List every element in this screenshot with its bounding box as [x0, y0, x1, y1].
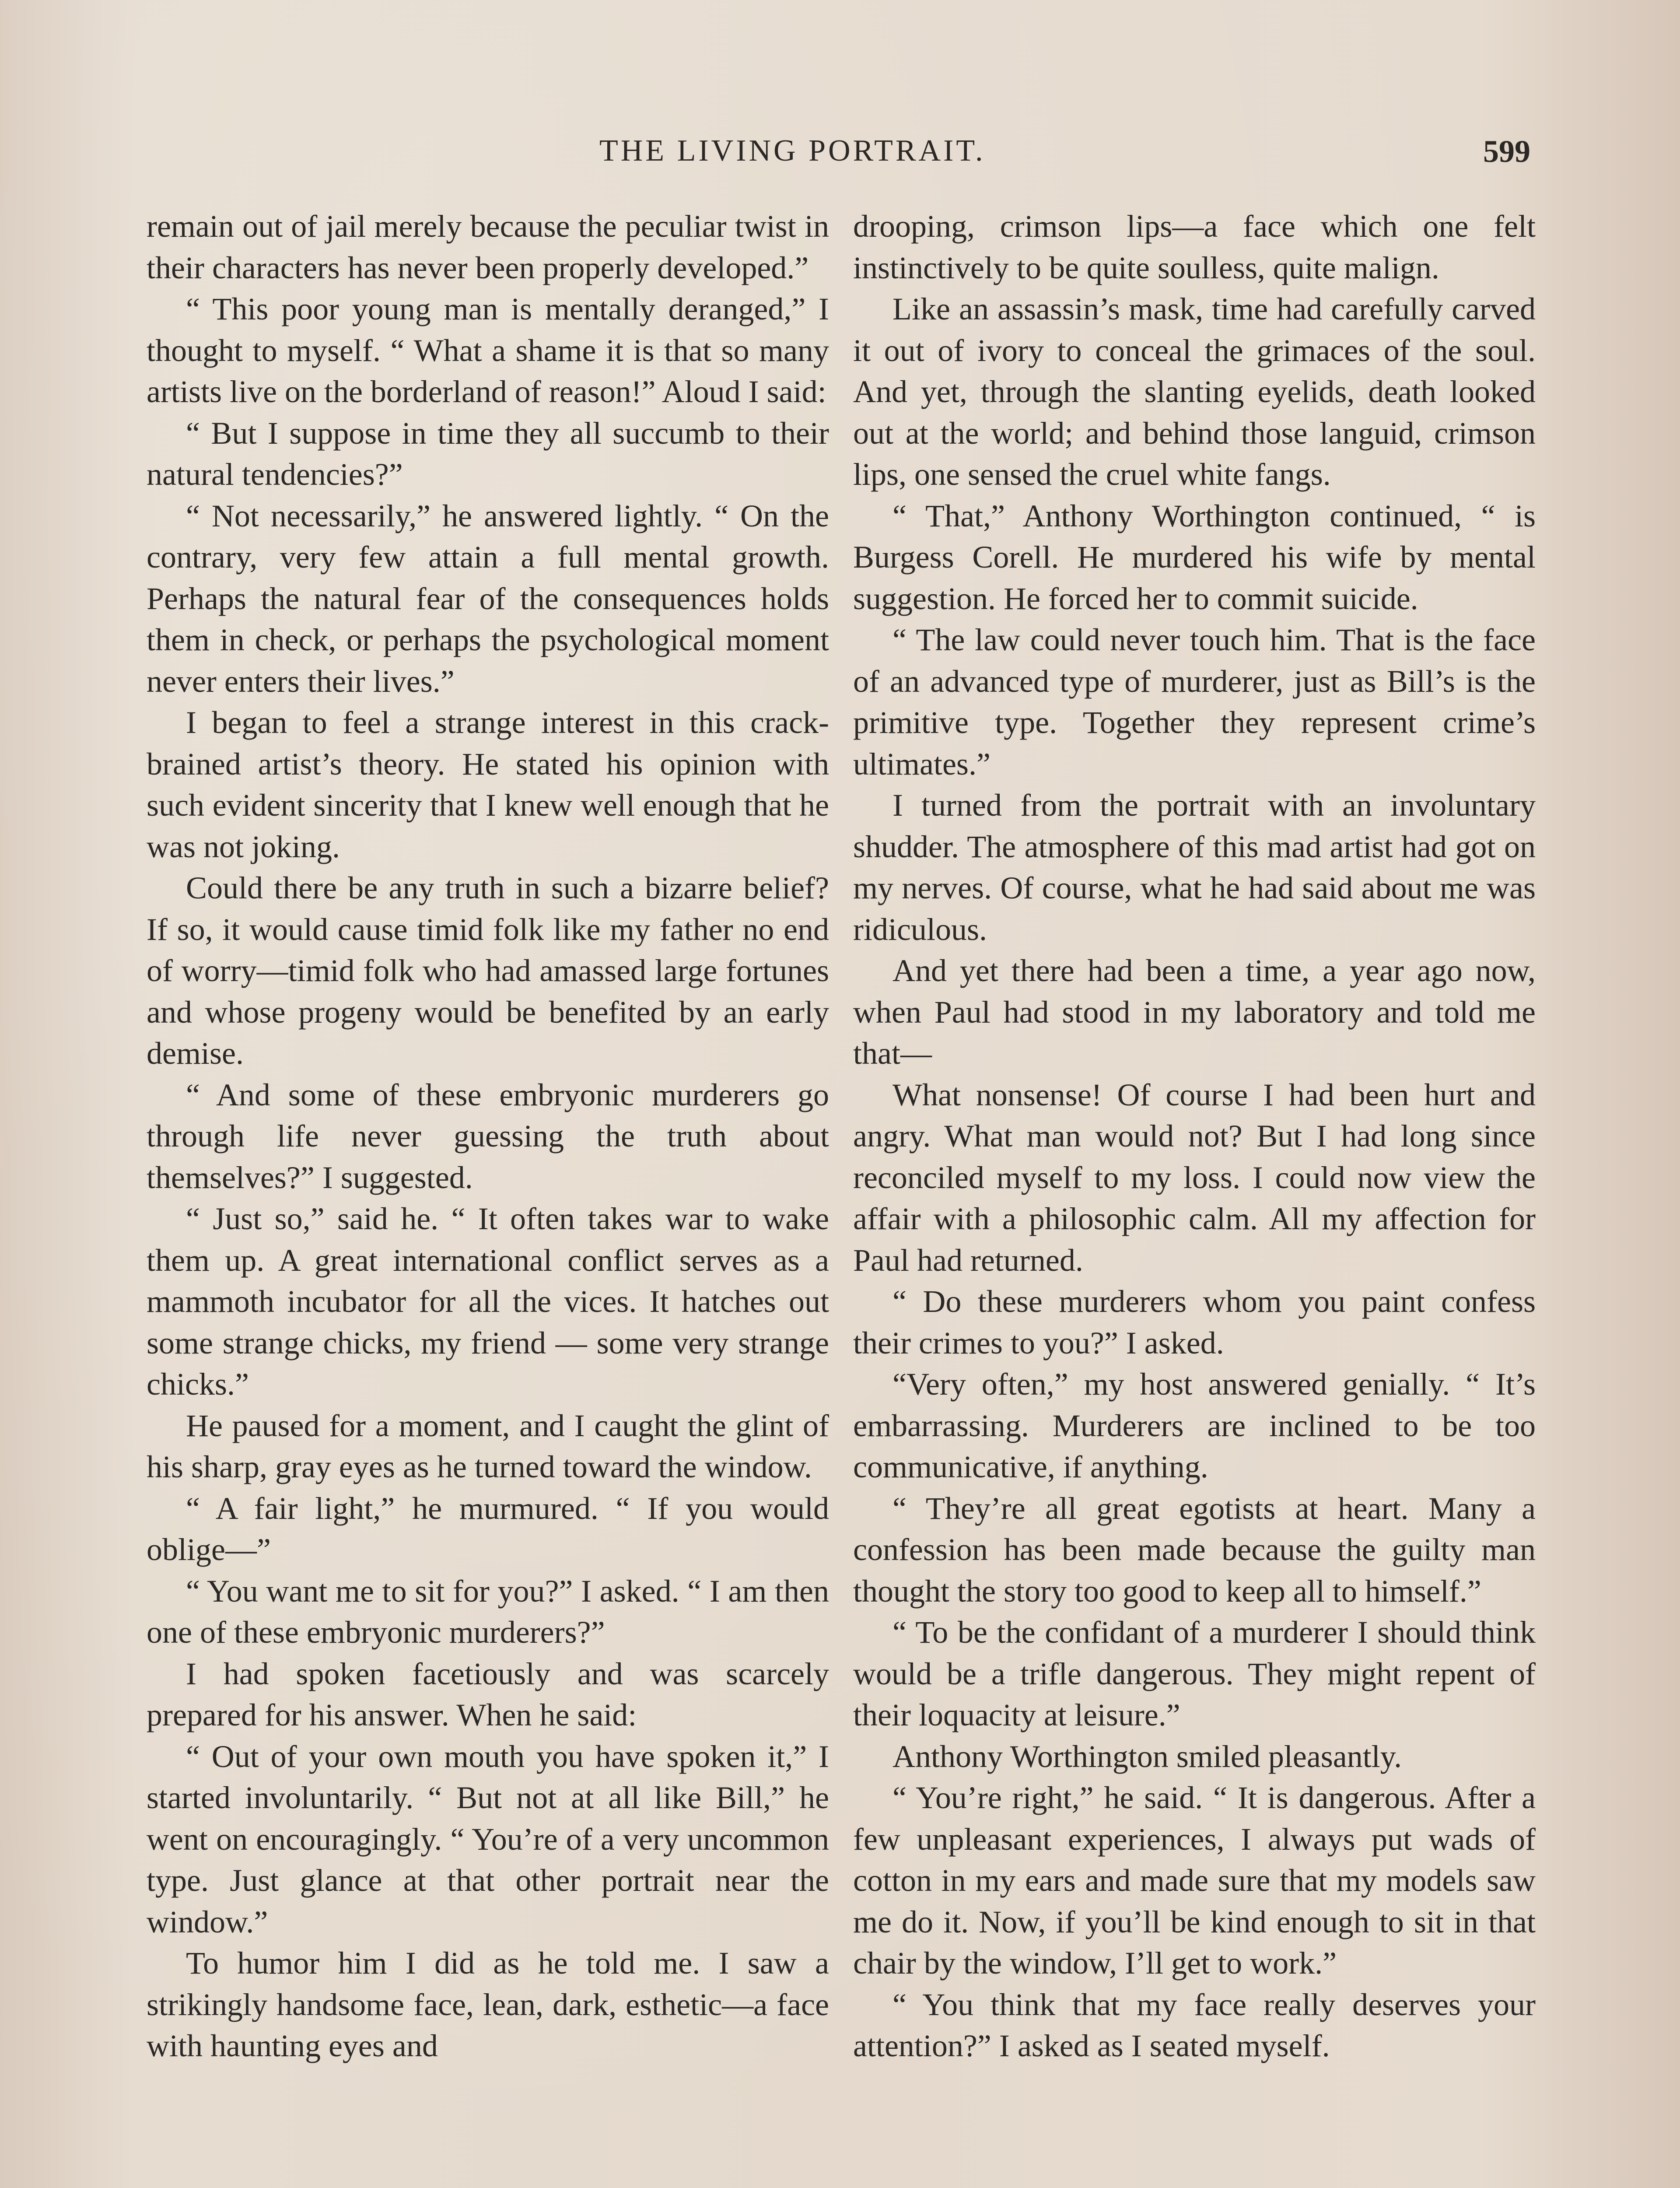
paragraph: “ They’re all great egotists at heart. Many a confession has been made because the guilty man thought the story too good to keep all to himself.” [853, 1490, 1536, 1609]
paragraph: drooping, crimson lips—a face which one felt instinctively to be quite soulless, quite malign. [853, 209, 1536, 285]
paragraph: “ Out of your own mouth you have spoken it,” I started involuntarily. “ But not at all like Bill,” he went on encouragingly. “ You’re of a very uncommon type. Just glance at that other portrait near the window.” [147, 1739, 829, 1939]
paragraph: “ You want me to sit for you?” I asked. “ I am then one of these embryonic murderers?” [147, 1573, 829, 1650]
paragraph: “ The law could never touch him. That is the face of an advanced type of murderer, just as Bill’s is the primitive type. Together they represent crime’s ultimates.” [853, 622, 1536, 782]
paragraph: What nonsense! Of course I had been hurt and angry. What man would not? But I had long since reconciled myself to my loss. I could now view the affair with a philosophic calm. All my affection for Paul had returned. [853, 1077, 1536, 1278]
right-column [853, 206, 1536, 2067]
paragraph: “Very often,” my host answered genially. “ It’s embarrassing. Murderers are inclined to be too communicative, if anything. [853, 1367, 1536, 1484]
page-number: 599 [1483, 134, 1530, 169]
paragraph: Anthony Worthington smiled pleasantly. [892, 1739, 1402, 1774]
running-title: THE LIVING PORTRAIT. [599, 134, 986, 168]
paragraph: And yet there had been a time, a year ago now, when Paul had stood in my laboratory and told me that— [853, 953, 1536, 1071]
paragraph: Could there be any truth in such a bizarre belief? If so, it would cause timid folk like my father no end of worry—timid folk who had amassed large fortunes and whose progeny would be benefited by an early demise. [147, 870, 829, 1071]
paragraph: I turned from the portrait with an involuntary shudder. The atmosphere of this mad artist had got on my nerves. Of course, what he had said about me was ridiculous. [853, 788, 1536, 947]
paragraph: To humor him I did as he told me. I saw a strikingly handsome face, lean, dark, esthetic—a face with haunting eyes and [147, 1946, 829, 2063]
paragraph: “ You think that my face really deserves your attention?” I asked as I seated myself. [853, 1987, 1536, 2063]
paragraph: He paused for a moment, and I caught the glint of his sharp, gray eyes as he turned toward the window. [147, 1408, 829, 1484]
paragraph: “ And some of these embryonic murderers go through life never guessing the truth about themselves?” I suggested. [147, 1077, 829, 1195]
paragraph: “ Do these murderers whom you paint confess their crimes to you?” I asked. [853, 1284, 1536, 1360]
paragraph: Like an assassin’s mask, time had carefully carved it out of ivory to conceal the grimaces of the soul. And yet, through the slanting eyelids, death looked out at the world; and behind those languid, crimson lips, one sensed the cruel white fangs. [853, 291, 1536, 492]
paragraph: “ Just so,” said he. “ It often takes war to wake them up. A great international conflict serves as a mammoth incubator for all the vices. It hatches out some strange chicks, my friend — some very strange chicks.” [147, 1201, 829, 1402]
paragraph: I had spoken facetiously and was scarcely prepared for his answer. When he said: [147, 1656, 829, 1732]
left-column [147, 206, 829, 2067]
paragraph: “ That,” Anthony Worthington continued, “ is Burgess Corell. He murdered his wife by mental suggestion. He forced her to commit suicide. [853, 498, 1536, 616]
paragraph: “ A fair light,” he murmured. “ If you would oblige—” [147, 1490, 829, 1567]
paragraph: “ But I suppose in time they all succumb to their natural tendencies?” [147, 415, 829, 492]
paragraph: “ Not necessarily,” he answered lightly. “ On the contrary, very few attain a full mental growth. Perhaps the natural fear of the consequences holds them in check, or perhaps the psychological moment never enters their lives.” [147, 498, 829, 699]
paragraph: “ You’re right,” he said. “ It is dangerous. After a few unpleasant experiences, I always put wads of cotton in my ears and made sure that my models saw me do it. Now, if you’ll be kind enough to sit in that chair by the window, I’ll get to work.” [853, 1780, 1536, 1981]
paragraph: “ This poor young man is mentally deranged,” I thought to myself. “ What a shame it is that so many artists live on the borderland of reason!” Aloud I said: [147, 291, 829, 409]
paragraph: “ To be the confidant of a murderer I should think would be a trifle dangerous. They might repent of their loquacity at leisure.” [853, 1615, 1536, 1732]
paragraph: remain out of jail merely because the peculiar twist in their characters has never been properly developed.” [147, 209, 829, 285]
paragraph: I began to feel a strange interest in this crack-brained artist’s theory. He stated his opinion with such evident sincerity that I knew well enough that he was not joking. [147, 705, 829, 864]
